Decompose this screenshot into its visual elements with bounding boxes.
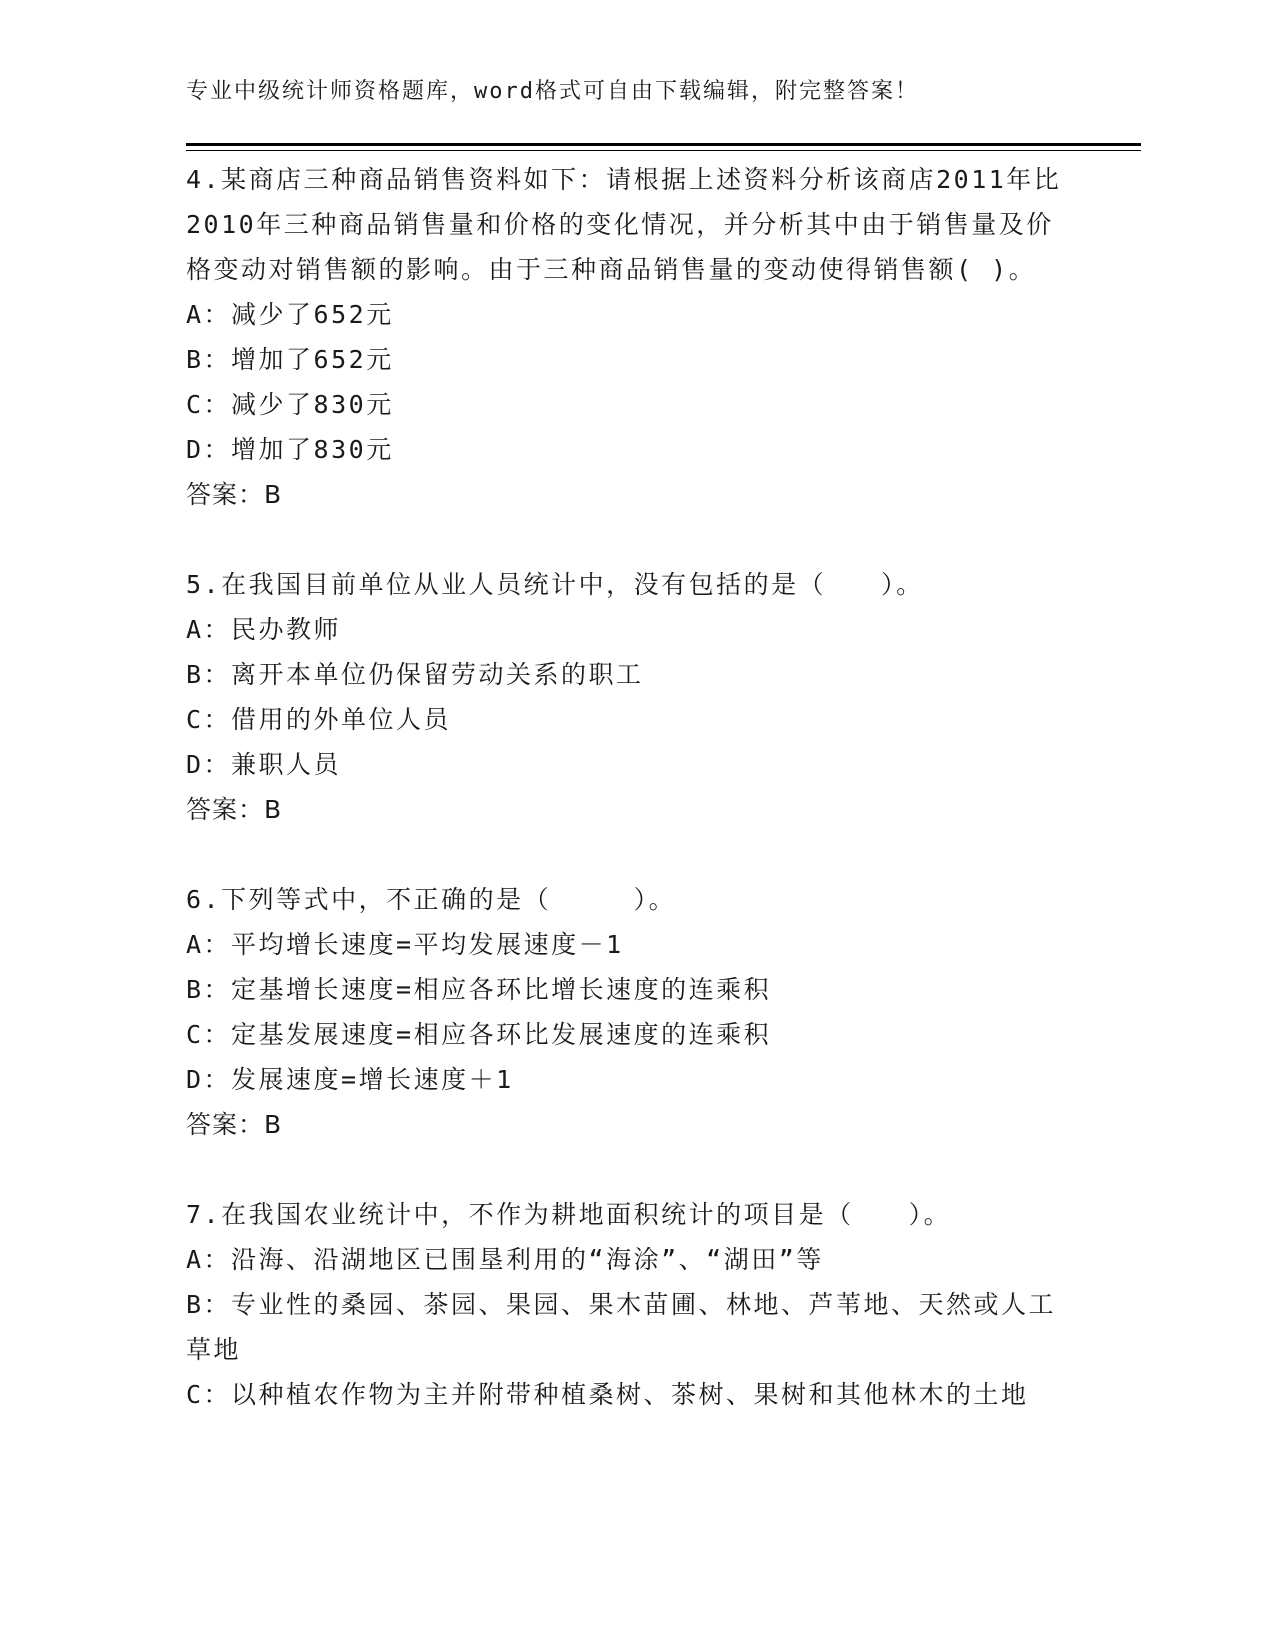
question-4 — [186, 157, 1066, 517]
header-rule-thin — [186, 150, 1141, 151]
question-text: 7.在我国农业统计中，不作为耕地面积统计的项目是（ ）。 — [186, 1200, 952, 1229]
question-text: 6.下列等式中，不正确的是（ ）。 — [186, 885, 677, 914]
answer: 答案：B — [186, 480, 283, 509]
option-d: D：增加了830元 — [186, 435, 394, 464]
header-rule-thick — [186, 143, 1141, 146]
page-header: 专业中级统计师资格题库，word格式可自由下载编辑，附完整答案！ — [186, 79, 919, 104]
option-a: A：减少了652元 — [186, 300, 394, 329]
answer: 答案：B — [186, 795, 283, 824]
option-b: B：增加了652元 — [186, 345, 394, 374]
question-text: 4.某商店三种商品销售资料如下：请根据上述资料分析该商店2011年比2010年三种商品销售量和价格的变化情况，并分析其中由于销售量及价格变动对销售额的影响。由于三种商品销售量的变动使得销售额( )。 — [186, 165, 1062, 284]
option-d: D：发展速度=增长速度＋1 — [186, 1065, 514, 1094]
question-list — [186, 157, 1066, 1462]
option-c: C：定基发展速度=相应各环比发展速度的连乘积 — [186, 1020, 772, 1049]
question-7 — [186, 1192, 1066, 1417]
question-5 — [186, 562, 1066, 832]
option-a: A：平均增长速度=平均发展速度－1 — [186, 930, 624, 959]
option-c: C：借用的外单位人员 — [186, 705, 452, 734]
option-c: C：减少了830元 — [186, 390, 394, 419]
option-a: A：民办教师 — [186, 615, 342, 644]
answer: 答案：B — [186, 1110, 283, 1139]
option-c: C：以种植农作物为主并附带种植桑树、茶树、果树和其他林木的土地 — [186, 1380, 1029, 1409]
question-text: 5.在我国目前单位从业人员统计中，没有包括的是（ ）。 — [186, 570, 924, 599]
option-d: D：兼职人员 — [186, 750, 342, 779]
option-a: A：沿海、沿湖地区已围垦利用的“海涂”、“湖田”等 — [186, 1245, 824, 1274]
question-6 — [186, 877, 1066, 1147]
option-b: B：离开本单位仍保留劳动关系的职工 — [186, 660, 644, 689]
option-b: B：专业性的桑园、茶园、果园、果木苗圃、林地、芦苇地、天然或人工草地 — [186, 1290, 1057, 1364]
option-b: B：定基增长速度=相应各环比增长速度的连乘积 — [186, 975, 772, 1004]
